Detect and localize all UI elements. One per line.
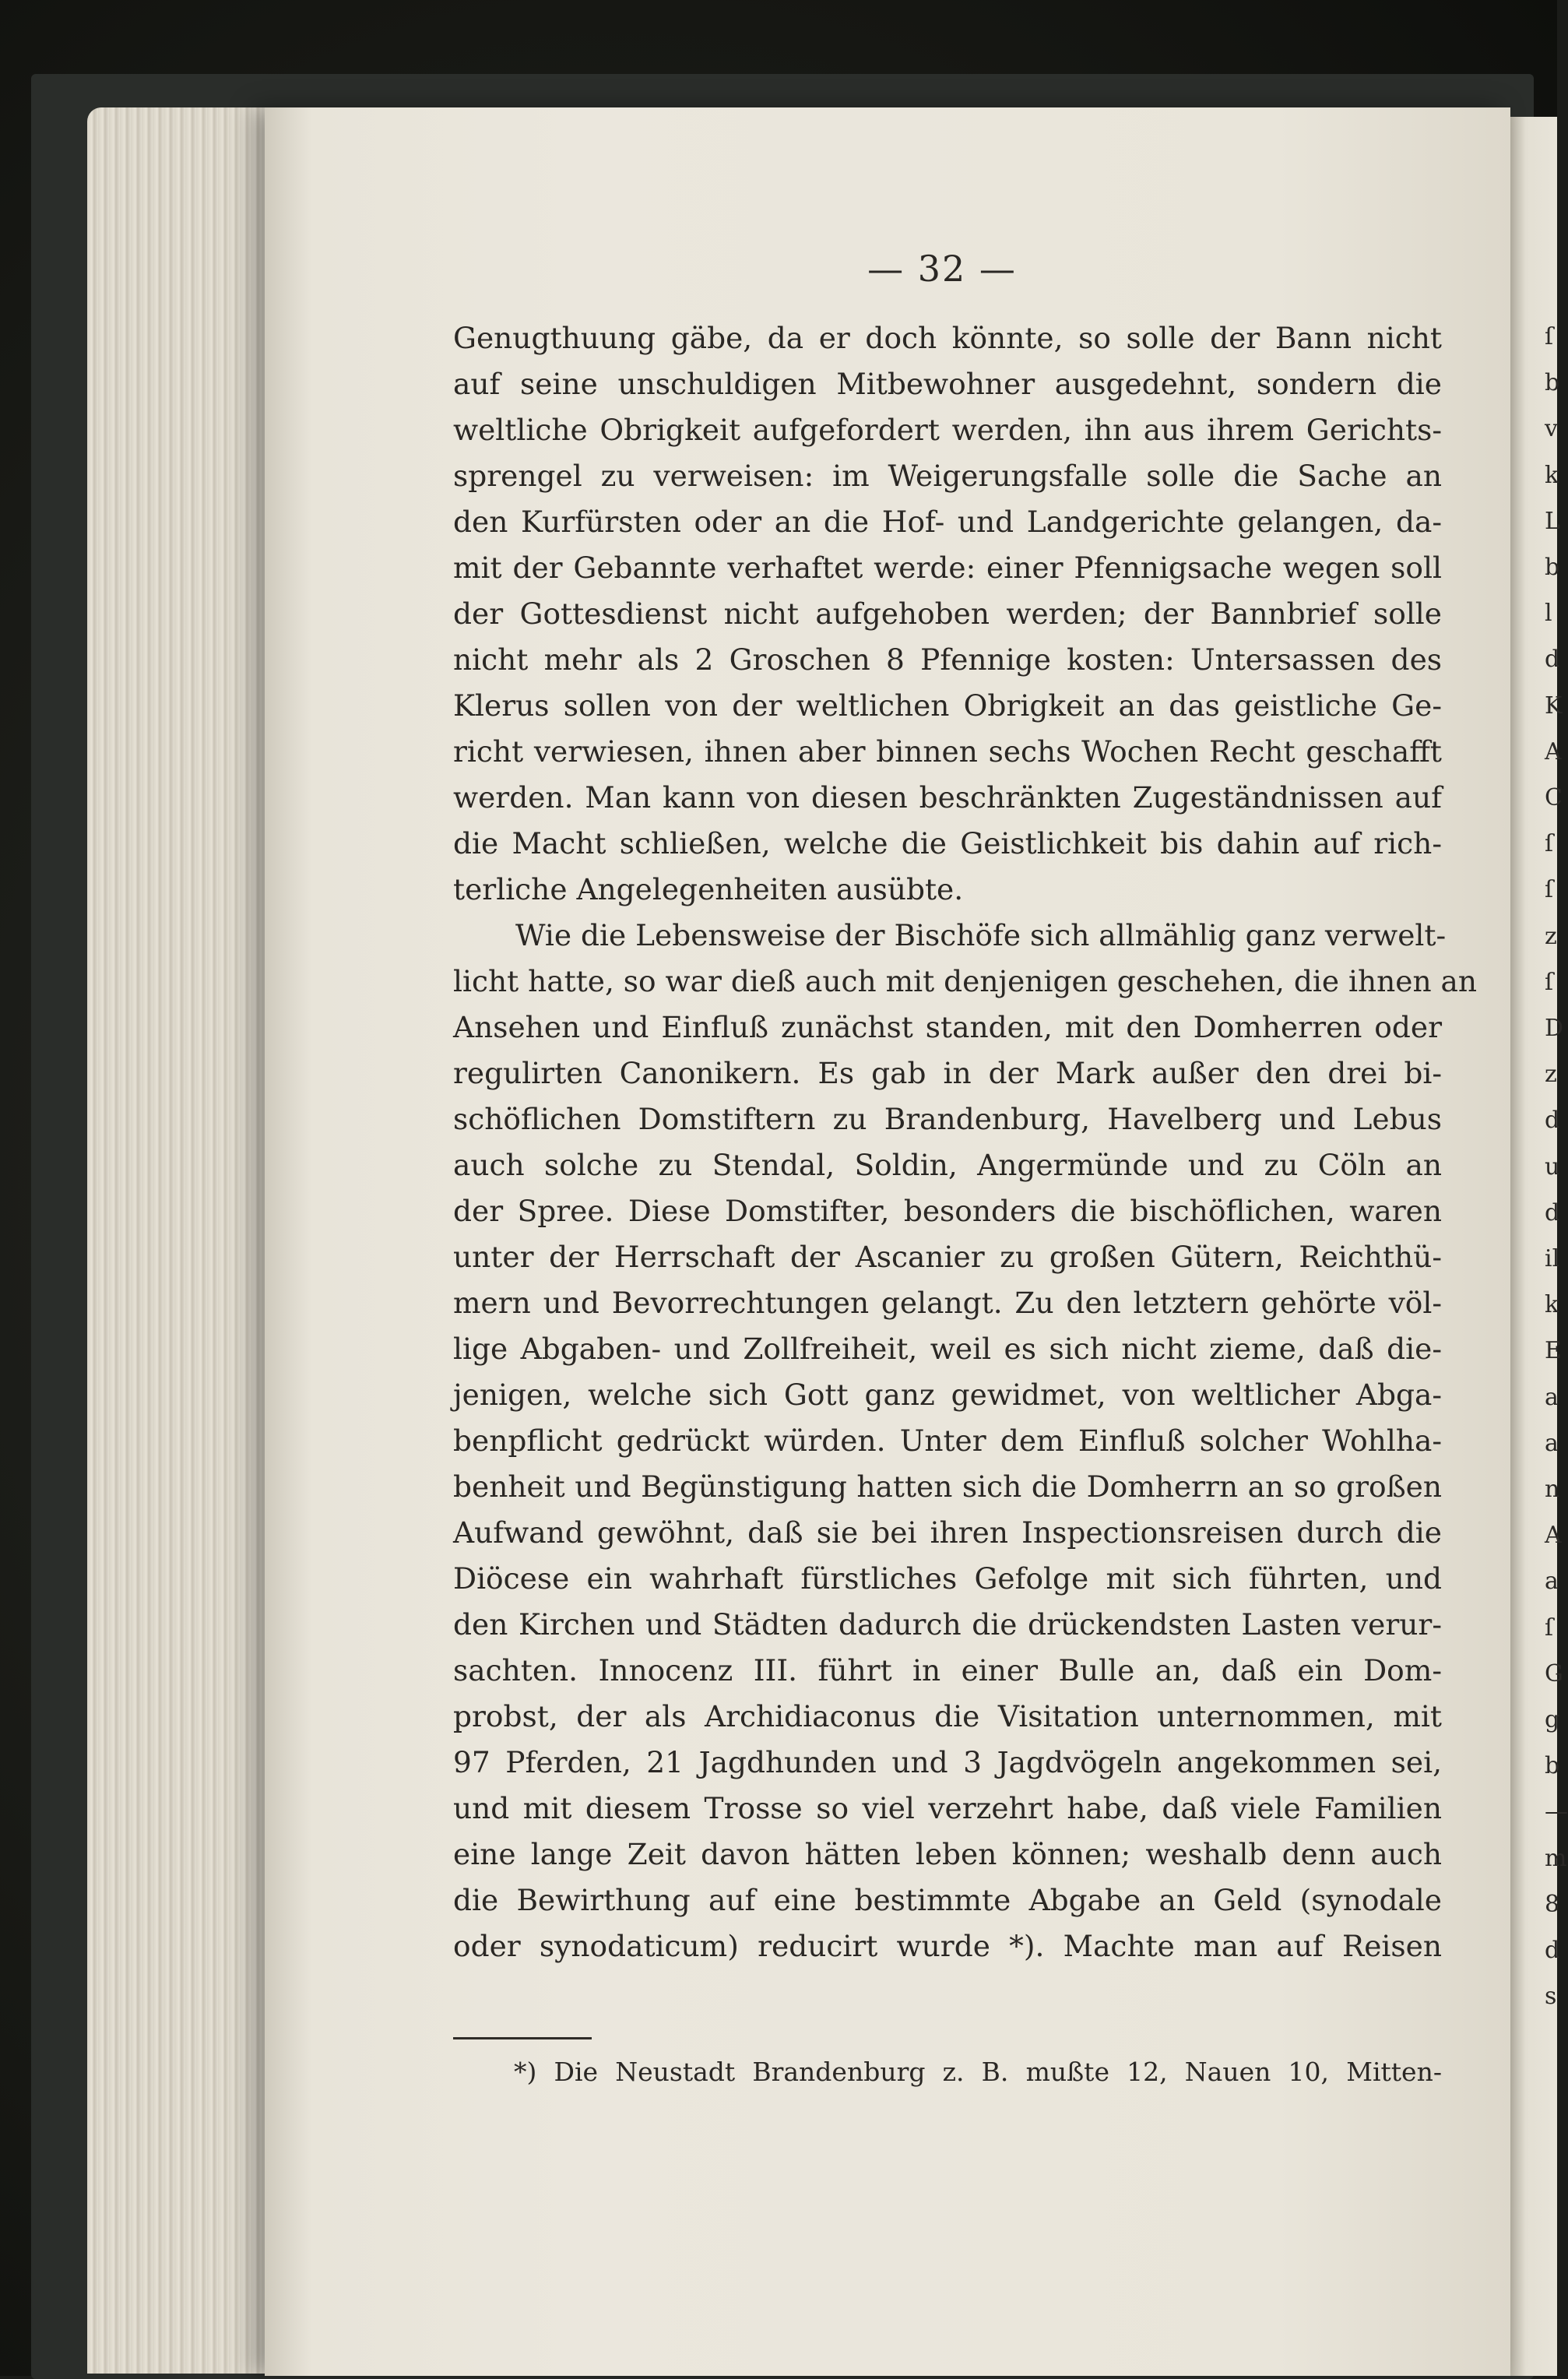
facing-page-letter: ſ <box>1545 830 1554 858</box>
facing-page-letter: G <box>1545 1659 1563 1687</box>
facing-page-letter: ſ <box>1545 968 1554 996</box>
text-line: licht hatte, so war dieß auch mit denjenigen geschehen, die ihnen an <box>453 964 1478 998</box>
facing-page-letter: l <box>1545 600 1552 628</box>
facing-page-letter: A <box>1545 737 1562 765</box>
facing-page-letter: K <box>1545 692 1563 720</box>
text-line: nicht mehr als 2 Groschen 8 Pfennige kosten: Untersassen des <box>453 642 1442 677</box>
text-line: schöflichen Domstiftern zu Brandenburg, Havelberg und Lebus <box>453 1102 1442 1136</box>
text-line: richt verwiesen, ihnen aber binnen sechs Wochen Recht geschafft <box>453 734 1442 769</box>
text-line: weltliche Obrigkeit aufgefordert werden, ihn aus ihrem Gerichts- <box>453 413 1442 447</box>
text-line: sachten. Innocenz III. führt in einer Bulle an, daß ein Dom- <box>453 1653 1442 1687</box>
text-line: lige Abgaben- und Zollfreiheit, weil es sich nicht zieme, daß die- <box>453 1332 1442 1366</box>
footnote-divider <box>453 2037 592 2039</box>
facing-page-letter: u <box>1545 1153 1560 1181</box>
text-line: Genugthuung gäbe, da er doch könnte, so solle der Bann nicht <box>453 321 1442 355</box>
text-line: Klerus sollen von der weltlichen Obrigkeit an das geistliche Ge- <box>453 688 1442 723</box>
facing-page-letter: a <box>1545 1383 1559 1411</box>
body-text <box>453 315 1478 1969</box>
footnote: *) Die Neustadt Brandenburg z. B. mußte 12, Nauen 10, Mitten- <box>514 2057 1442 2087</box>
page-stack-edge <box>87 107 282 2374</box>
text-line: werden. Man kann von diesen beschränkten Zugeständnissen auf <box>453 780 1442 815</box>
facing-page-letter: d <box>1545 1107 1560 1135</box>
text-line: der Gottesdienst nicht aufgehoben werden; der Bannbrief solle <box>453 597 1442 631</box>
facing-page-letter: 8 <box>1545 1890 1560 1918</box>
facing-page-letter: z <box>1545 1061 1557 1089</box>
text-line: auf seine unschuldigen Mitbewohner ausgedehnt, sondern die <box>453 367 1442 401</box>
facing-page-letter: — <box>1545 1798 1568 1826</box>
text-line: probst, der als Archidiaconus die Visitation unternommen, mit <box>453 1699 1442 1733</box>
facing-page-letter: k <box>1545 1291 1559 1319</box>
facing-page-letter: z <box>1545 922 1557 950</box>
facing-page-letter: n <box>1545 1476 1560 1503</box>
text-line: die Macht schließen, welche die Geistlichkeit bis dahin auf rich- <box>453 826 1442 860</box>
facing-page-letter: ſ <box>1545 876 1554 904</box>
facing-page-letter: m <box>1545 1844 1567 1872</box>
paragraph-1 <box>453 315 1442 913</box>
text-line: Aufwand gewöhnt, daß sie bei ihren Inspectionsreisen durch die <box>453 1515 1442 1550</box>
text-line: regulirten Canonikern. Es gab in der Mark außer den drei bi- <box>453 1056 1442 1090</box>
facing-page-letter: a <box>1545 1429 1559 1457</box>
facing-page-letter: ſ <box>1545 1614 1554 1642</box>
text-line: eine lange Zeit davon hätten leben können; weshalb denn auch <box>453 1837 1442 1871</box>
facing-page-letter: A <box>1545 1522 1562 1550</box>
text-line: Wie die Lebensweise der Bischöfe sich allmählig ganz verwelt- <box>515 918 1447 952</box>
text-line: jenigen, welche sich Gott ganz gewidmet, von weltlicher Abga- <box>453 1378 1442 1412</box>
facing-page-letter: b <box>1545 554 1560 581</box>
text-line: mern und Bevorrechtungen gelangt. Zu den letztern gehörte völ- <box>453 1286 1442 1320</box>
text-line: benheit und Begünstigung hatten sich die Domherrn an so großen <box>453 1469 1442 1504</box>
paragraph-2 <box>453 913 1478 1969</box>
text-line: die Bewirthung auf eine bestimmte Abgabe an Geld (synodale <box>453 1883 1442 1917</box>
facing-page-letter: ſ <box>1545 323 1554 350</box>
facing-page-letter: s <box>1545 1983 1557 2011</box>
text-line: terliche Angelegenheiten ausübte. <box>453 872 964 906</box>
text-line: 97 Pferden, 21 Jagdhunden und 3 Jagdvögeln angekommen sei, <box>453 1745 1442 1779</box>
text-line: den Kirchen und Städten dadurch die drückendsten Lasten verur- <box>453 1607 1442 1642</box>
facing-page-letter: k <box>1545 461 1559 489</box>
text-line: mit der Gebannte verhaftet werde: einer Pfennigsache wegen soll <box>453 551 1442 585</box>
facing-page-letter: b <box>1545 1752 1560 1780</box>
text-line: Diöcese ein wahrhaft fürstliches Gefolge mit sich führten, und <box>453 1561 1442 1596</box>
text-line: sprengel zu verweisen: im Weigerungsfalle solle die Sache an <box>453 459 1442 493</box>
facing-page-letter: d <box>1545 1198 1560 1226</box>
facing-page-letter: b <box>1545 369 1560 397</box>
text-line: auch solche zu Stendal, Soldin, Angermünde und zu Cöln an <box>453 1148 1442 1182</box>
facing-page-letter: C <box>1545 784 1563 811</box>
text-line: der Spree. Diese Domstifter, besonders die bischöflichen, waren <box>453 1194 1442 1228</box>
page-number: — 32 — <box>867 248 1017 290</box>
facing-page-letter: L <box>1545 507 1560 535</box>
text-line: Ansehen und Einfluß zunächst standen, mit den Domherren oder <box>453 1010 1442 1044</box>
facing-page-letter: E <box>1545 1337 1562 1365</box>
facing-page-letter: d <box>1545 1937 1560 1964</box>
facing-page-letter: a <box>1545 1568 1559 1596</box>
text-line: unter der Herrschaft der Ascanier zu großen Gütern, Reichthü- <box>453 1240 1442 1274</box>
text-line: oder synodaticum) reducirt wurde *). Machte man auf Reisen <box>453 1929 1442 1963</box>
facing-page-letter: v <box>1545 415 1558 443</box>
facing-page-letter: g <box>1545 1706 1560 1733</box>
facing-page-letter: il <box>1545 1245 1560 1272</box>
text-line: den Kurfürsten oder an die Hof- und Landgerichte gelangen, da- <box>453 505 1442 539</box>
text-line: benpflicht gedrückt würden. Unter dem Einfluß solcher Wohlha- <box>453 1424 1442 1458</box>
facing-page-letter: D <box>1545 1015 1564 1042</box>
facing-page-letter: d <box>1545 646 1560 674</box>
text-line: und mit diesem Trosse so viel verzehrt habe, daß viele Familien <box>453 1791 1442 1825</box>
